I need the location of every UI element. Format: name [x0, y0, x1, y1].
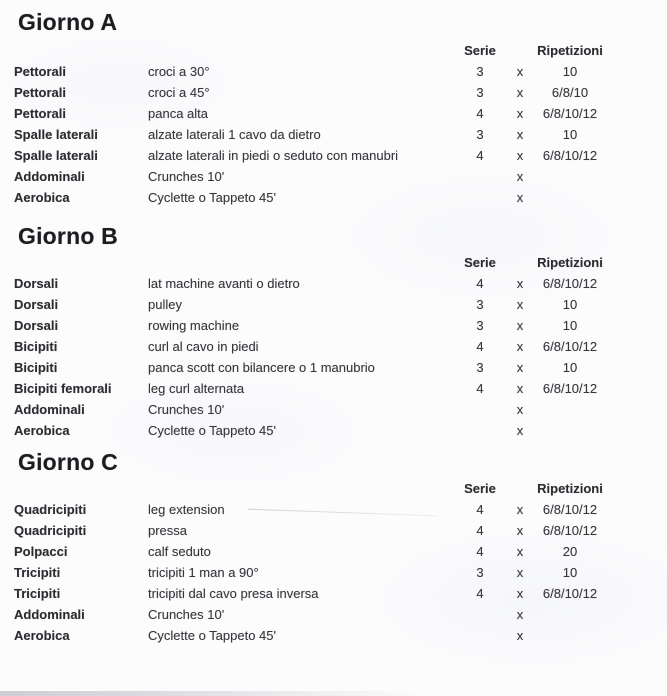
- multiplier-x: x: [516, 360, 524, 375]
- ripetizioni-column-header: Ripetizioni: [537, 43, 603, 58]
- muscle-group-label: Bicipiti femorali: [14, 381, 112, 396]
- multiplier-x: x: [516, 607, 524, 622]
- exercise-name: pulley: [148, 297, 182, 312]
- exercise-row: [14, 583, 667, 604]
- exercise-name: pressa: [148, 523, 188, 538]
- multiplier-x: x: [516, 318, 524, 333]
- muscle-group-label: Aerobica: [14, 190, 70, 205]
- serie-value: 4: [476, 106, 484, 121]
- exercise-name: lat machine avanti o dietro: [148, 276, 300, 291]
- muscle-group-label: Spalle laterali: [14, 148, 98, 163]
- multiplier-x: x: [516, 339, 524, 354]
- exercise-name: tricipiti 1 man a 90°: [148, 565, 259, 580]
- multiplier-x: x: [516, 148, 524, 163]
- serie-value: 4: [476, 544, 484, 559]
- serie-value: [450, 604, 510, 625]
- day-section: [14, 448, 667, 646]
- workout-table: [14, 478, 667, 646]
- serie-value: 3: [476, 360, 484, 375]
- ripetizioni-value: 6/8/10/12: [542, 586, 598, 601]
- exercise-row: [14, 520, 667, 541]
- ripetizioni-value: 10: [562, 297, 578, 312]
- scan-smudge-bottom-edge: [0, 691, 430, 696]
- serie-value: 4: [476, 381, 484, 396]
- multiplier-x: x: [516, 402, 524, 417]
- multiplier-x: x: [516, 297, 524, 312]
- day-title: Giorno A: [18, 9, 118, 35]
- muscle-group-label: Pettorali: [14, 85, 67, 100]
- exercise-name: alzate laterali 1 cavo da dietro: [148, 127, 321, 142]
- ripetizioni-value: 6/8/10: [551, 85, 589, 100]
- exercise-row: [14, 420, 667, 441]
- ripetizioni-value: 10: [562, 565, 578, 580]
- ripetizioni-value: [530, 399, 610, 420]
- multiplier-x: x: [516, 276, 524, 291]
- muscle-group-label: Tricipiti: [14, 586, 61, 601]
- multiplier-x: x: [516, 190, 524, 205]
- ripetizioni-value: 10: [562, 127, 578, 142]
- ripetizioni-value: 6/8/10/12: [542, 502, 598, 517]
- muscle-group-label: Quadricipiti: [14, 502, 87, 517]
- ripetizioni-value: 10: [562, 360, 578, 375]
- serie-value: 4: [476, 523, 484, 538]
- exercise-header-spacer: [148, 478, 450, 499]
- muscle-group-label: Bicipiti: [14, 339, 58, 354]
- muscle-group-label: Dorsali: [14, 276, 59, 291]
- exercise-name: alzate laterali in piedi o seduto con manubri: [148, 148, 399, 163]
- ripetizioni-value: 10: [562, 64, 578, 79]
- exercise-row: [14, 625, 667, 646]
- day-sections-container: [14, 8, 667, 646]
- ripetizioni-value: [530, 420, 610, 441]
- multiplier-header-spacer: [510, 478, 530, 499]
- multiplier-x: x: [516, 127, 524, 142]
- exercise-name: Cyclette o Tappeto 45': [148, 190, 276, 205]
- ripetizioni-column-header: Ripetizioni: [537, 481, 603, 496]
- ripetizioni-value: [530, 187, 610, 208]
- muscle-group-label: Dorsali: [14, 297, 59, 312]
- exercise-name: Crunches 10': [148, 402, 225, 417]
- ripetizioni-column-header: Ripetizioni: [537, 255, 603, 270]
- exercise-row: [14, 124, 667, 145]
- serie-value: 3: [476, 64, 484, 79]
- muscle-group-header-spacer: [14, 252, 148, 273]
- ripetizioni-value: [530, 166, 610, 187]
- serie-value: 3: [476, 85, 484, 100]
- muscle-group-label: Addominali: [14, 402, 85, 417]
- muscle-group-label: Pettorali: [14, 64, 67, 79]
- serie-value: 3: [476, 565, 484, 580]
- multiplier-x: x: [516, 64, 524, 79]
- day-title: Giorno B: [18, 223, 118, 249]
- exercise-row: [14, 145, 667, 166]
- serie-column-header: Serie: [464, 255, 496, 270]
- ripetizioni-value: 6/8/10/12: [542, 148, 598, 163]
- exercise-row: [14, 604, 667, 625]
- ripetizioni-value: 10: [562, 318, 578, 333]
- serie-value: 3: [476, 318, 484, 333]
- muscle-group-label: Pettorali: [14, 106, 67, 121]
- exercise-row: [14, 187, 667, 208]
- ripetizioni-value: 6/8/10/12: [542, 339, 598, 354]
- exercise-name: Crunches 10': [148, 607, 225, 622]
- multiplier-x: x: [516, 169, 524, 184]
- muscle-group-label: Aerobica: [14, 628, 70, 643]
- serie-value: 3: [476, 127, 484, 142]
- exercise-name: Crunches 10': [148, 169, 225, 184]
- muscle-group-label: Polpacci: [14, 544, 68, 559]
- day-section: [14, 222, 667, 441]
- ripetizioni-value: 20: [562, 544, 578, 559]
- multiplier-x: x: [516, 628, 524, 643]
- serie-value: 4: [476, 148, 484, 163]
- table-header-row: [14, 478, 667, 499]
- day-title: Giorno C: [18, 449, 118, 475]
- muscle-group-label: Bicipiti: [14, 360, 58, 375]
- exercise-name: curl al cavo in piedi: [148, 339, 259, 354]
- muscle-group-label: Addominali: [14, 169, 85, 184]
- exercise-name: panca scott con bilancere o 1 manubrio: [148, 360, 375, 375]
- day-section: [14, 8, 667, 208]
- exercise-row: [14, 499, 667, 520]
- muscle-group-label: Tricipiti: [14, 565, 61, 580]
- exercise-row: [14, 562, 667, 583]
- exercise-row: [14, 378, 667, 399]
- exercise-row: [14, 82, 667, 103]
- muscle-group-header-spacer: [14, 40, 148, 61]
- muscle-group-header-spacer: [14, 478, 148, 499]
- muscle-group-label: Dorsali: [14, 318, 59, 333]
- serie-value: [450, 399, 510, 420]
- multiplier-x: x: [516, 85, 524, 100]
- exercise-header-spacer: [148, 40, 450, 61]
- exercise-row: [14, 166, 667, 187]
- table-header-row: [14, 40, 667, 61]
- exercise-name: panca alta: [148, 106, 208, 121]
- exercise-name: rowing machine: [148, 318, 240, 333]
- exercise-name: calf seduto: [148, 544, 211, 559]
- serie-value: [450, 166, 510, 187]
- ripetizioni-value: 6/8/10/12: [542, 276, 598, 291]
- multiplier-x: x: [516, 502, 524, 517]
- multiplier-header-spacer: [510, 40, 530, 61]
- muscle-group-label: Addominali: [14, 607, 85, 622]
- multiplier-header-spacer: [510, 252, 530, 273]
- exercise-row: [14, 357, 667, 378]
- workout-table: [14, 40, 667, 208]
- table-header-row: [14, 252, 667, 273]
- exercise-name: Cyclette o Tappeto 45': [148, 423, 276, 438]
- muscle-group-label: Aerobica: [14, 423, 70, 438]
- exercise-row: [14, 294, 667, 315]
- multiplier-x: x: [516, 106, 524, 121]
- ripetizioni-value: 6/8/10/12: [542, 523, 598, 538]
- serie-value: 3: [476, 297, 484, 312]
- exercise-name: tricipiti dal cavo presa inversa: [148, 586, 319, 601]
- serie-value: 4: [476, 502, 484, 517]
- ripetizioni-value: 6/8/10/12: [542, 106, 598, 121]
- exercise-row: [14, 541, 667, 562]
- multiplier-x: x: [516, 523, 524, 538]
- ripetizioni-value: 6/8/10/12: [542, 381, 598, 396]
- exercise-name: leg curl alternata: [148, 381, 245, 396]
- multiplier-x: x: [516, 381, 524, 396]
- exercise-row: [14, 336, 667, 357]
- exercise-name: croci a 45°: [148, 85, 210, 100]
- multiplier-x: x: [516, 544, 524, 559]
- exercise-header-spacer: [148, 252, 450, 273]
- serie-value: [450, 420, 510, 441]
- muscle-group-label: Quadricipiti: [14, 523, 87, 538]
- serie-column-header: Serie: [464, 43, 496, 58]
- exercise-row: [14, 103, 667, 124]
- exercise-name: leg extension: [148, 502, 225, 517]
- ripetizioni-value: [530, 625, 610, 646]
- exercise-name: Cyclette o Tappeto 45': [148, 628, 276, 643]
- multiplier-x: x: [516, 423, 524, 438]
- serie-value: 4: [476, 339, 484, 354]
- serie-value: [450, 625, 510, 646]
- multiplier-x: x: [516, 586, 524, 601]
- muscle-group-label: Spalle laterali: [14, 127, 98, 142]
- serie-column-header: Serie: [464, 481, 496, 496]
- exercise-name: croci a 30°: [148, 64, 210, 79]
- exercise-row: [14, 315, 667, 336]
- serie-value: 4: [476, 586, 484, 601]
- serie-value: [450, 187, 510, 208]
- exercise-row: [14, 273, 667, 294]
- serie-value: 4: [476, 276, 484, 291]
- multiplier-x: x: [516, 565, 524, 580]
- exercise-row: [14, 61, 667, 82]
- exercise-row: [14, 399, 667, 420]
- workout-table: [14, 252, 667, 441]
- ripetizioni-value: [530, 604, 610, 625]
